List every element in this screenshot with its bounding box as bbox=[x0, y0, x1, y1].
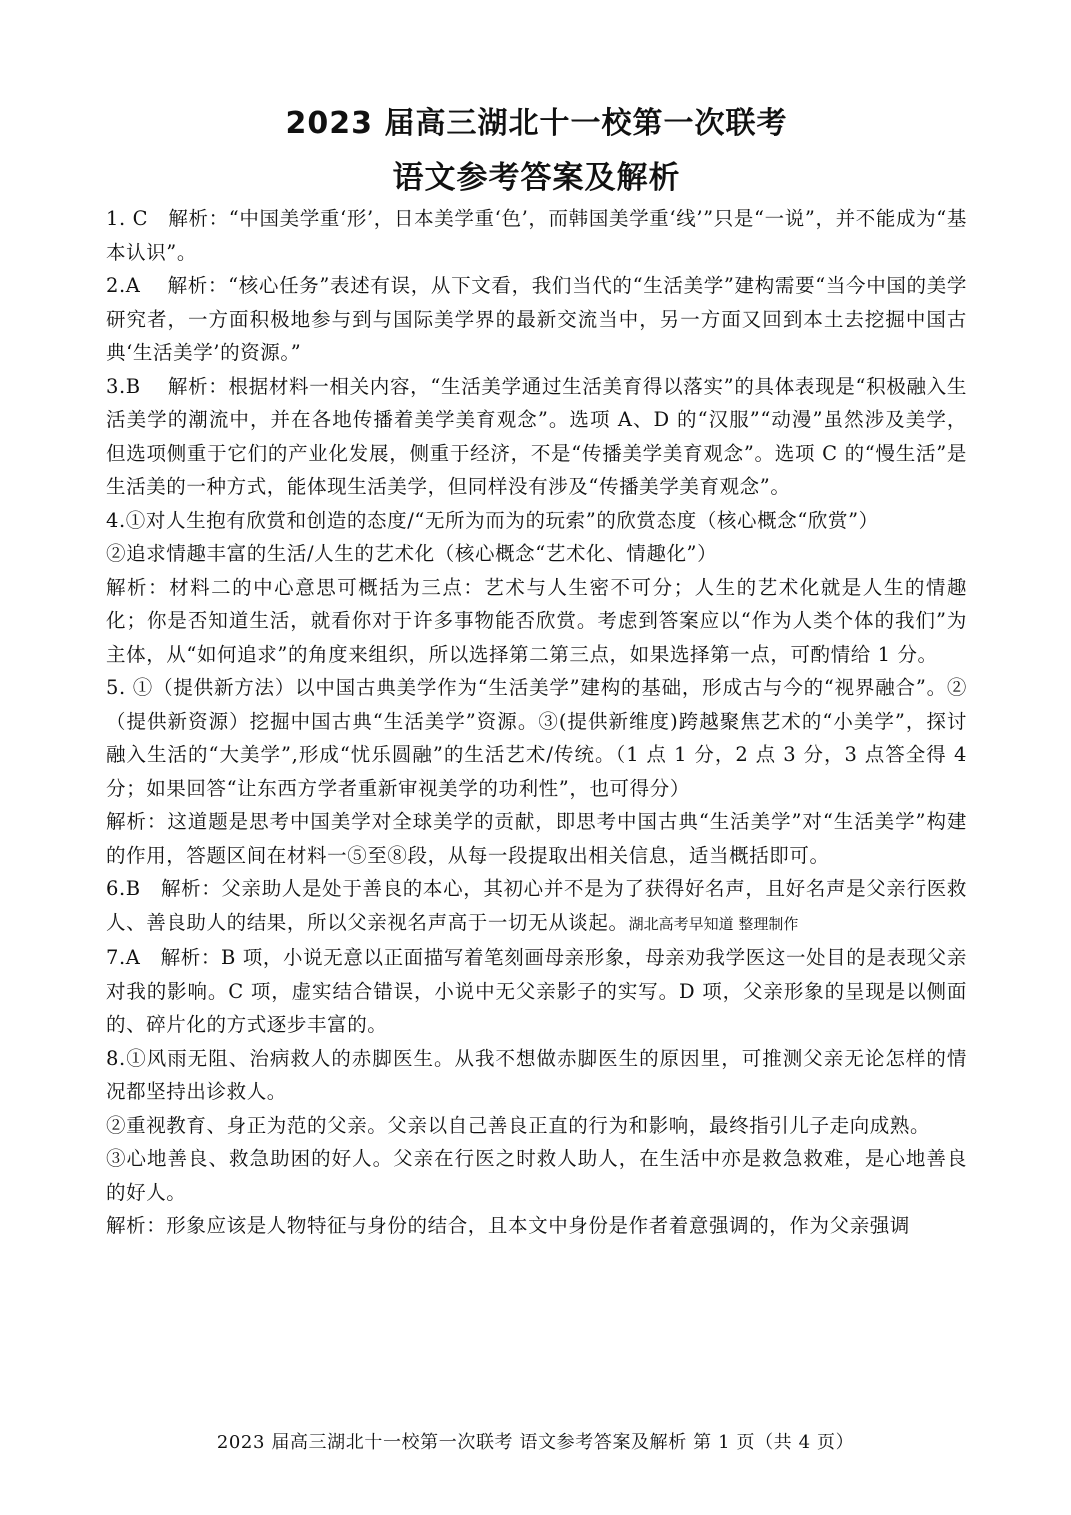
answer-4-analysis: 解析：材料二的中心意思可概括为三点：艺术与人生密不可分；人生的艺术化就是人生的情趣化；你是否知道生活，就看你对于许多事物能否欣赏。考虑到答案应以“作为人类个体的我们”为主体，从“如何追求”的角度来组织，所以选择第二第三点，如果选择第一点，可酌情给 1 分。 bbox=[106, 575, 967, 666]
answer-2: 2.A 解析：“核心任务”表述有误，从下文看，我们当代的“生活美学”建构需要“当今中国的美学研究者，一方面积极地参与到与国际美学界的最新交流当中，另一方面又回到本土去挖掘中国古典‘生活美学’的资源。” bbox=[106, 274, 967, 364]
document-subtitle: 语文参考答案及解析 bbox=[392, 160, 681, 196]
answer-1: 1. C 解析：“中国美学重‘形’，日本美学重‘色’，而韩国美学重‘线’”只是“一说”，并不能成为“基本认识”。 bbox=[106, 207, 967, 264]
answer-5: 5. ①（提供新方法）以中国古典美学作为“生活美学”建构的基础，形成古与今的“视界融合”。②（提供新资源）挖掘中国古典“生活美学”资源。③(提供新维度)跨越聚焦艺术的“小美学”，探讨融入生活的“大美学”,形成“忧乐圆融”的生活艺术/传统。（1 点 1 分，2 点 3 分，3 点答全得 4 分；如果回答“让东西方学者重新审视美学的功利性”，也可得分） bbox=[106, 676, 967, 800]
answer-4-point-1: 4.①对人生抱有欣赏和创造的态度/“无所为而为的玩索”的欣赏态度（核心概念“欣赏”） bbox=[106, 508, 879, 532]
page-footer: 2023 届高三湖北十一校第一次联考 语文参考答案及解析 第 1 页（共 4 页） bbox=[216, 1432, 855, 1453]
answer-body bbox=[106, 202, 967, 1243]
answer-8-point-3: ③心地善良、救急助困的好人。父亲在行医之时救人助人，在生活中亦是救急救难，是心地善良的好人。 bbox=[106, 1147, 967, 1204]
answer-6 bbox=[106, 872, 967, 941]
answer-5-analysis: 解析：这道题是思考中国美学对全球美学的贡献，即思考中国古典“生活美学”对“生活美学”构建的作用，答题区间在材料一⑤至⑧段，从每一段提取出相关信息，适当概括即可。 bbox=[106, 810, 967, 867]
answer-8-analysis: 解析：形象应该是人物特征与身份的结合，且本文中身份是作者着意强调的，作为父亲强调 bbox=[106, 1214, 911, 1237]
answer-7: 7.A 解析：B 项，小说无意以正面描写着笔刻画母亲形象，母亲劝我学医这一处目的是表现父亲对我的影响。C 项，虚实结合错误，小说中无父亲影子的实写。D 项，父亲形象的呈现是以侧面的、碎片化的方式逐步丰富的。 bbox=[106, 946, 967, 1036]
answer-8-point-1: 8.①风雨无阻、治病救人的赤脚医生。从我不想做赤脚医生的原因里，可推测父亲无论怎样的情况都坚持出诊救人。 bbox=[106, 1046, 967, 1103]
answer-3: 3.B 解析：根据材料一相关内容，“生活美学通过生活美育得以落实”的具体表现是“积极融入生活美学的潮流中，并在各地传播着美学美育观念”。选项 A、D 的“汉服”“动漫”虽然涉及美学，但选项侧重于它们的产业化发展，侧重于经济，不是“传播美学美育观念”。选项 C 的“慢生活”是生活美的一种方式，能体现生活美学，但同样没有涉及“传播美学美育观念”。 bbox=[106, 374, 967, 498]
watermark-text: 湖北高考早知道 整理制作 bbox=[628, 914, 799, 933]
answer-4-point-2: ②追求情趣丰富的生活/人生的艺术化（核心概念“艺术化、情趣化”） bbox=[106, 542, 718, 565]
document-title: 2023 届高三湖北十一校第一次联考 bbox=[285, 106, 788, 141]
answer-8-point-2: ②重视教育、身正为范的父亲。父亲以自己善良正直的行为和影响，最终指引儿子走向成熟。 bbox=[106, 1113, 931, 1137]
answer-6-text: 6.B 解析：父亲助人是处于善良的本心，其初心并不是为了获得好名声，且好名声是父亲行医救人、善良助人的结果，所以父亲视名声高于一切无从谈起。 bbox=[106, 877, 967, 934]
